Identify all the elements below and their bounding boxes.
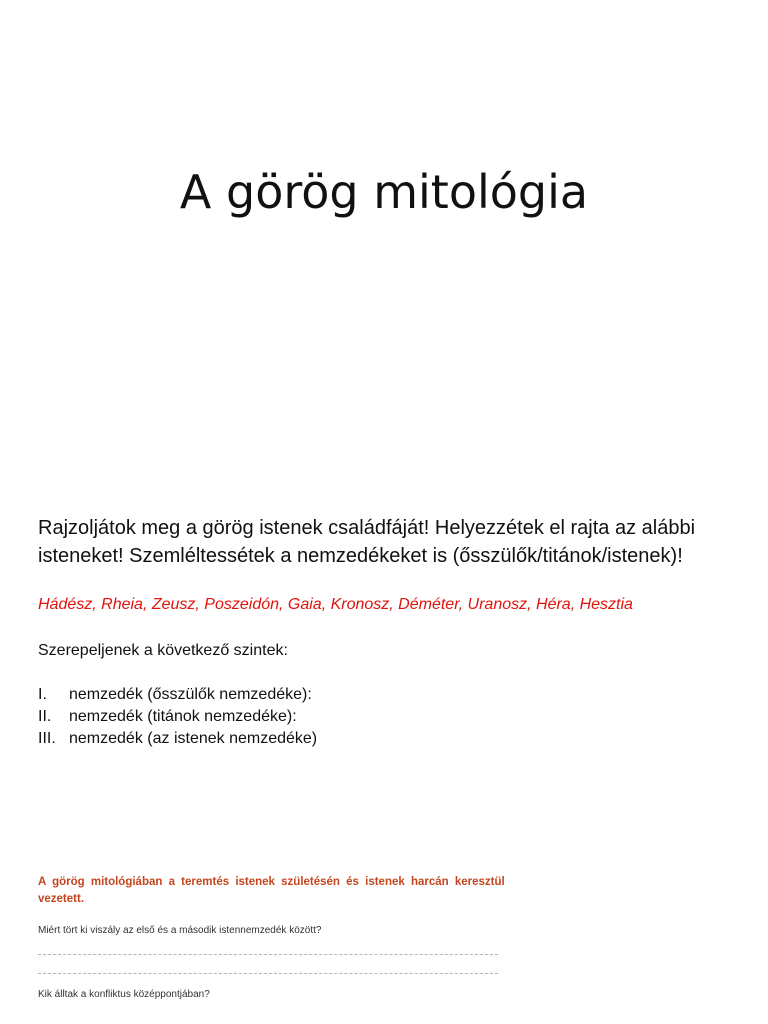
worksheet-question-2: Kik álltak a konfliktus középpontjában? [38, 989, 210, 1000]
gods-list: Hádész, Rheia, Zeusz, Poszeidón, Gaia, Kronosz, Déméter, Uranosz, Héra, Hesztia [38, 596, 633, 613]
answer-line-2 [38, 973, 498, 974]
levels-intro: Szerepeljenek a következő szintek: [38, 642, 288, 659]
worksheet-heading: A görög mitológiában a teremtés istenek születésén és istenek harcán keresztül vezetett. [38, 876, 505, 905]
answer-line-1 [38, 954, 498, 955]
slide-title: A görög mitológia [179, 165, 589, 219]
instruction-text: Rajzoljátok meg a görög istenek családfáját! Helyezzétek el rajta az alábbi isteneket! Szemléltessétek a nemzedékeket is (ősszülők/titánok/istenek)! [38, 517, 696, 567]
worksheet-question-1: Miért tört ki viszály az első és a második istennemzedék között? [38, 925, 322, 936]
generation-levels-list [38, 684, 738, 750]
task-content [38, 514, 738, 750]
worksheet-excerpt [38, 874, 508, 1002]
level-item-3: nemzedék (az istenek nemzedéke) [69, 730, 318, 747]
level-item-2: nemzedék (titánok nemzedéke): [69, 708, 297, 725]
level-item-1: nemzedék (ősszülők nemzedéke): [69, 686, 312, 703]
